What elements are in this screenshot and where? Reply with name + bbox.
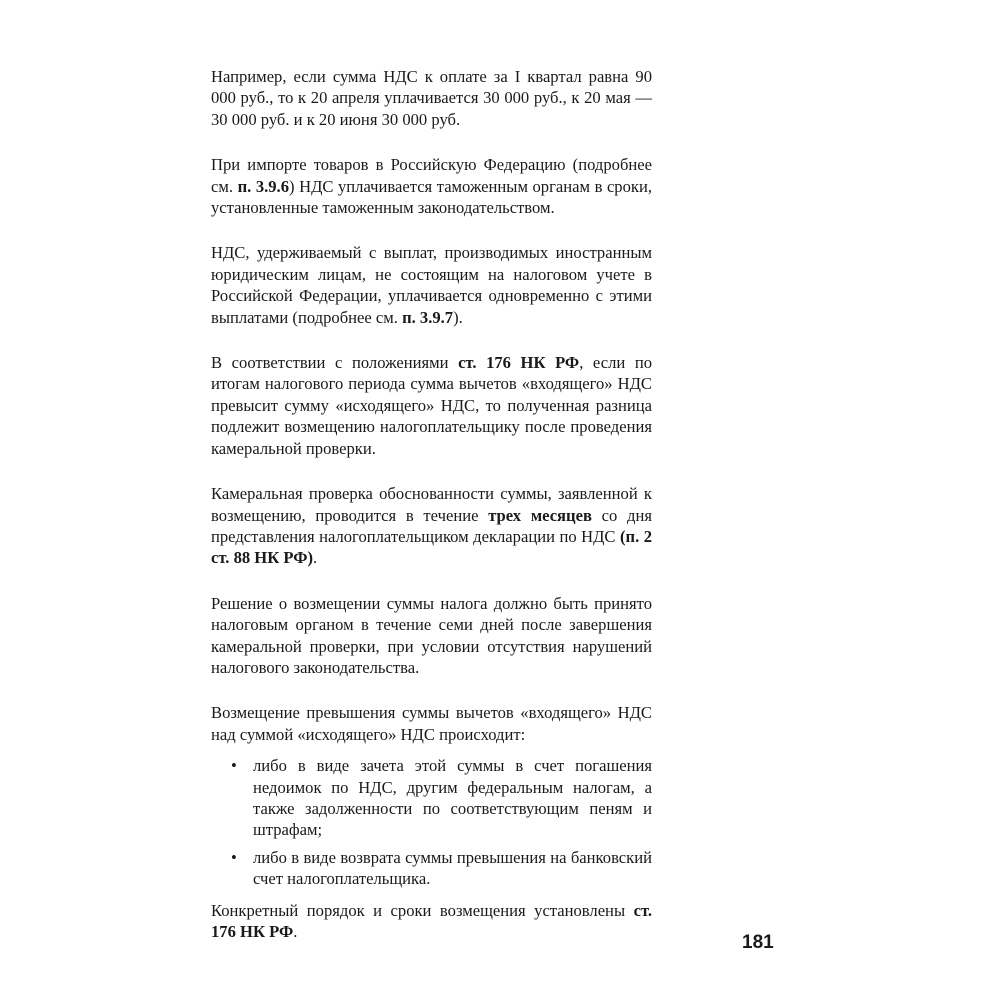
- bullet-icon: •: [231, 756, 237, 776]
- law-reference: ст. 176 НК РФ: [458, 353, 580, 373]
- paragraph-desk-audit: Камеральная проверка обоснованности суммы, заявленной к возмещению, проводится в течение трех месяцев со дня представления налогоплательщиком декларации по НДС (п. 2 ст. 88 НК РФ).: [211, 484, 653, 568]
- page-body: [211, 66, 652, 942]
- paragraph-refund-decision: Решение о возмещении суммы налога должно быть принято налоговым органом в течение семи дней после завершения камеральной проверки, при условии отсутствия нарушений налогового законодательства.: [211, 593, 652, 677]
- paragraph-quarterly-payment: Например, если сумма НДС к оплате за I квартал равна 90 000 руб., то к 20 апреля уплачивается 30 000 руб., к 20 мая — 30 000 руб. и к 20 июня 30 000 руб.: [211, 67, 652, 129]
- section-reference: п. 3.9.6: [237, 176, 290, 196]
- list-item: • либо в виде возврата суммы превышения на банковский счет налогоплательщика.: [231, 847, 652, 889]
- section-reference: п. 3.9.7: [402, 307, 454, 327]
- law-reference: (п. 2 ст. 88 НК РФ): [211, 526, 653, 568]
- law-reference: ст. 176 НК РФ: [211, 900, 652, 941]
- paragraph-closing: Конкретный порядок и сроки возмещения установлены ст. 176 НК РФ.: [211, 900, 652, 941]
- emphasis-term: трех месяцев: [488, 505, 592, 525]
- refund-methods-list: [211, 755, 652, 889]
- paragraph-list-intro: Возмещение превышения суммы вычетов «входящего» НДС над суммой «исходящего» НДС происходит:: [211, 703, 652, 744]
- paragraph-refund-conditions: В соответствии с положениями ст. 176 НК РФ, если по итогам налогового периода сумма вычетов «входящего» НДС превысит сумму «исходящего» НДС, то полученная разница подлежит возмещению налогоплательщику после проведения камеральной проверки.: [211, 353, 652, 458]
- paragraph-withheld-vat: НДС, удерживаемый с выплат, производимых иностранным юридическим лицам, не состоящим на налоговом учете в Российской Федерации, уплачивается одновременно с этими выплатами (подробнее см. п. 3.9.7).: [211, 243, 652, 327]
- paragraph-import-vat: При импорте товаров в Российскую Федерацию (подробнее см. п. 3.9.6) НДС уплачивается таможенным органам в сроки, установленные таможенным законодательством.: [211, 155, 652, 218]
- bullet-icon: •: [231, 847, 237, 867]
- list-item: • либо в виде зачета этой суммы в счет погашения недоимок по НДС, другим федеральным налогам, а также задолженности по соответствующим пеням и штрафам;: [231, 756, 652, 840]
- page-number: 181: [742, 932, 774, 953]
